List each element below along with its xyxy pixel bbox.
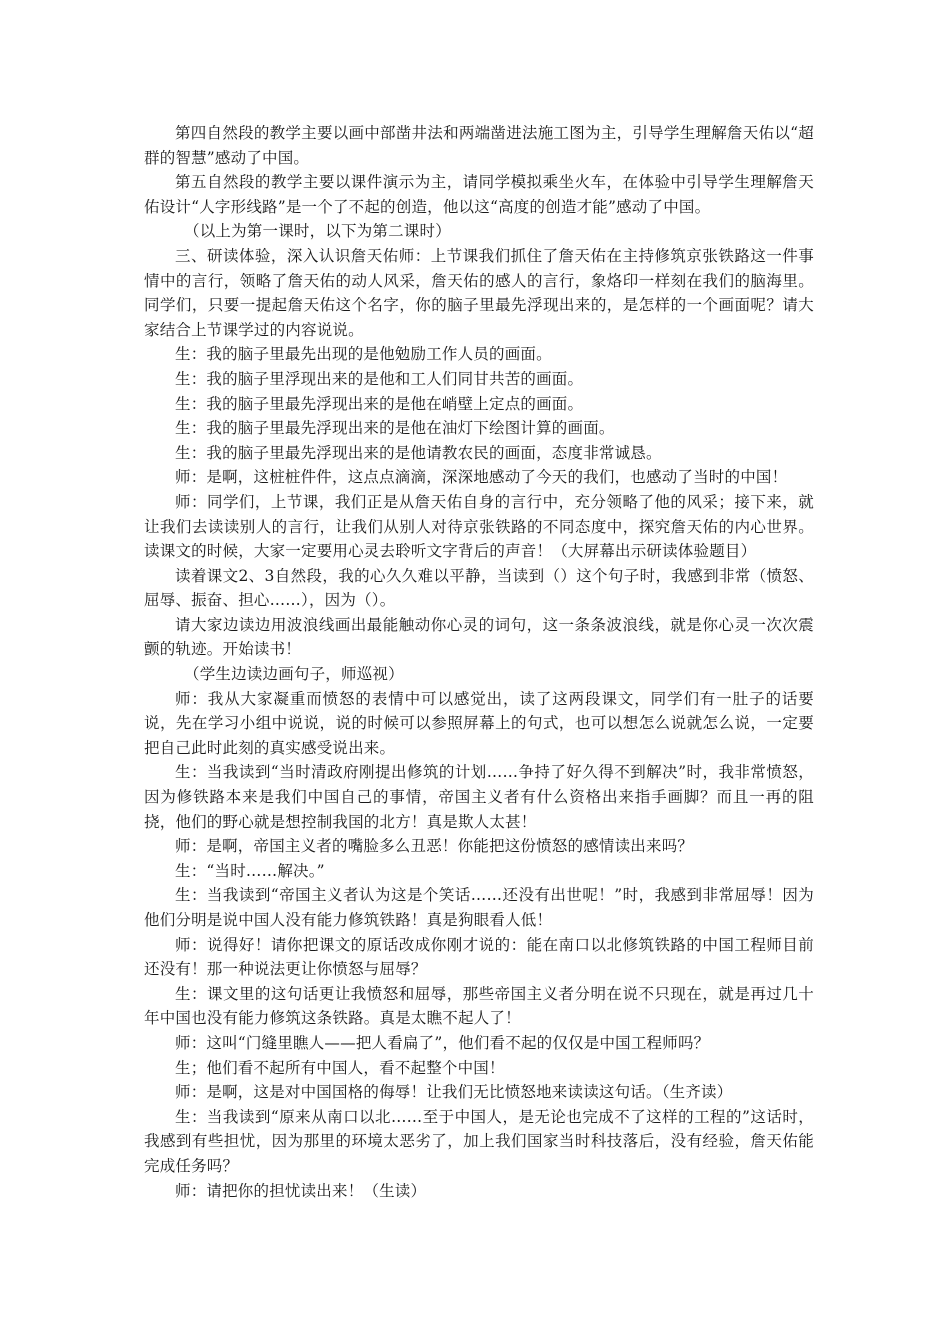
- paragraph-18-student: 生：“当时……解决。”: [175, 861, 325, 880]
- paragraph-8-student: 生：我的脑子里最先浮现出来的是他在油灯下绘图计算的画面。: [175, 419, 615, 438]
- paragraph-4-section-heading: 三、研读体验，深入认识詹天佑师：上节课我们抓住了詹天佑在主持修筑京张铁路这一件事情中的言行，领略了詹天佑的动人风采，詹天佑的感人的言行，象烙印一样刻在我们的脑海里。同学们，只要一提起詹天佑这个名字，你的脑子里最先浮现出来的，是怎样的一个画面呢？请大家结合上节课学过的内容说说。: [144, 246, 814, 339]
- paragraph-14-note: （学生边读边画句子，师巡视）: [184, 665, 404, 684]
- paragraph-25-student: 生：当我读到“原来从南口以北……至于中国人，是无论也完成不了这样的工程的”这话时，我感到有些担忧，因为那里的环境太恶劣了，加上我们国家当时科技落后，没有经验，詹天佑能完成任务吗？: [144, 1107, 814, 1175]
- paragraph-2: 第五自然段的教学主要以课件演示为主，请同学模拟乘坐火车，在体验中引导学生理解詹天佑设计“人字形线路”是一个了不起的创造，他以这“高度的创造才能”感动了中国。: [144, 173, 814, 216]
- document-body: [144, 121, 814, 1203]
- paragraph-1: 第四自然段的教学主要以画中部凿井法和两端凿进法施工图为主，引导学生理解詹天佑以“超群的智慧”感动了中国。: [144, 124, 814, 167]
- paragraph-15-teacher: 师：我从大家凝重而愤怒的表情中可以感觉出，读了这两段课文，同学们有一肚子的话要说，先在学习小组中说说，说的时候可以参照屏幕上的句式，也可以想怎么说就怎么说，一定要把自己此时此刻的真实感受说出来。: [144, 689, 814, 757]
- paragraph-26-teacher: 师：请把你的担忧读出来！（生读）: [175, 1181, 427, 1200]
- paragraph-17-teacher: 师：是啊，帝国主义者的嘴脸多么丑恶！你能把这份愤怒的感情读出来吗？: [175, 837, 694, 856]
- paragraph-20-teacher: 师：说得好！请你把课文的原话改成你刚才说的：能在南口以北修筑铁路的中国工程师目前还没有！那一种说法更让你愤怒与屈辱？: [144, 935, 814, 979]
- paragraph-21-student: 生：课文里的这句话更让我愤怒和屈辱，那些帝国主义者分明在说不只现在，就是再过几十年中国也没有能力修筑这条铁路。真是太瞧不起人了！: [144, 984, 814, 1028]
- paragraph-24-teacher: 师：是啊，这是对中国国格的侮辱！让我们无比愤怒地来读读这句话。（生齐读）: [175, 1083, 733, 1102]
- paragraph-19-student: 生：当我读到“帝国主义者认为这是个笑话……还没有出世呢！”时，我感到非常屈辱！因为他们分明是说中国人没有能力修筑铁路！真是狗眼看人低！: [144, 886, 814, 929]
- paragraph-7-student: 生：我的脑子里最先浮现出来的是他在峭壁上定点的画面。: [175, 394, 584, 413]
- paragraph-3-lesson-note: （以上为第一课时，以下为第二课时）: [184, 222, 451, 241]
- paragraph-22-teacher: 师：这叫“门缝里瞧人——把人看扁了”，他们看不起的仅仅是中国工程师吗？: [175, 1033, 710, 1052]
- paragraph-12-prompt: 读着课文2、3自然段，我的心久久难以平静，当读到（）这个句子时，我感到非常（愤怒、屈辱、振奋、担心……），因为（）。: [144, 566, 814, 610]
- paragraph-16-student: 生：当我读到“当时清政府刚提出修筑的计划……争持了好久得不到解决”时，我非常愤怒，因为修铁路本来是我们中国自己的事情，帝国主义者有什么资格出来指手画脚？而且一再的阻挠，他们的野心就是想控制我国的北方！真是欺人太甚！: [144, 763, 814, 831]
- paragraph-23-student: 生；他们看不起所有中国人，看不起整个中国！: [175, 1058, 505, 1077]
- paragraph-5-student: 生：我的脑子里最先出现的是他勉励工作人员的画面。: [175, 345, 552, 364]
- paragraph-9-student: 生：我的脑子里最先浮现出来的是他请教农民的画面，态度非常诚恳。: [175, 443, 662, 462]
- paragraph-13-instruction: 请大家边读边用波浪线画出最能触动你心灵的词句，这一条条波浪线，就是你心灵一次次震颤的轨迹。开始读书！: [144, 615, 814, 659]
- paragraph-11-teacher: 师：同学们，上节课，我们正是从詹天佑自身的言行中，充分领略了他的风采；接下来，就让我们去读读别人的言行，让我们从别人对待京张铁路的不同态度中，探究詹天佑的内心世界。读课文的时候，大家一定要用心灵去聆听文字背后的声音！（大屏幕出示研读体验题目）: [144, 492, 814, 561]
- paragraph-6-student: 生：我的脑子里浮现出来的是他和工人们同甘共苦的画面。: [175, 369, 584, 388]
- paragraph-10-teacher: 师：是啊，这桩桩件件，这点点滴滴，深深地感动了今天的我们，也感动了当时的中国！: [175, 468, 788, 487]
